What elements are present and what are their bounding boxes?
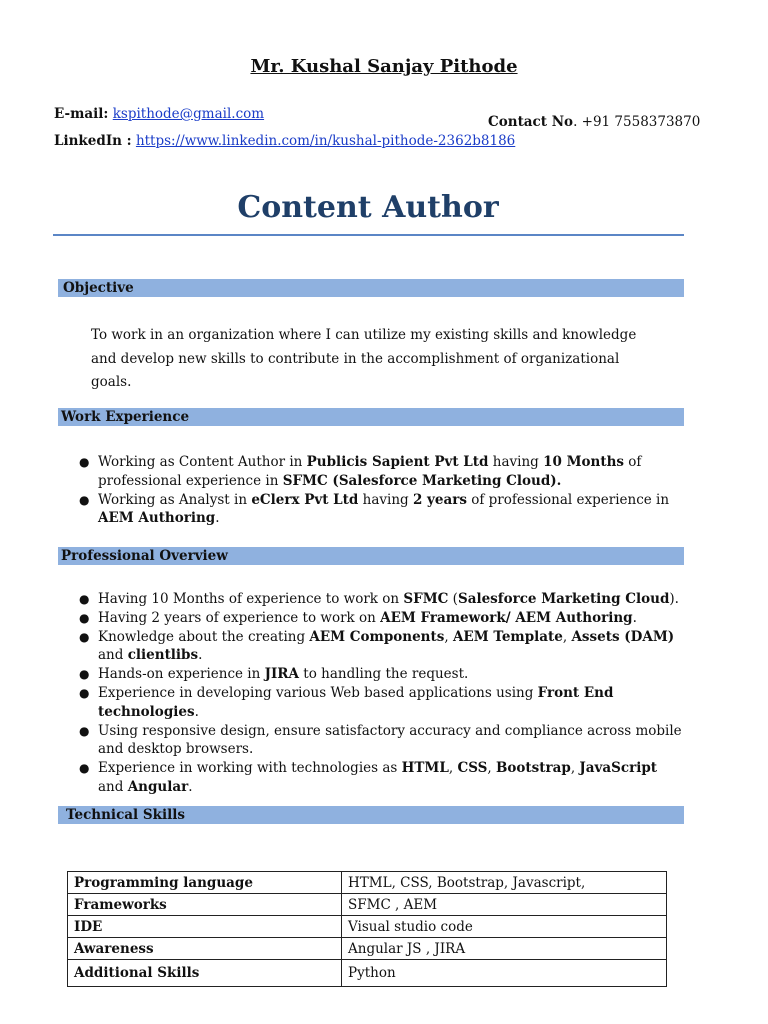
- skill-value: Visual studio code: [342, 916, 667, 938]
- professional-overview-heading: Professional Overview: [58, 547, 684, 565]
- text-run: Working as Analyst in: [98, 491, 252, 508]
- skill-value: SFMC , AEM: [342, 894, 667, 916]
- text-run: to handling the request.: [299, 666, 469, 683]
- skill-key: IDE: [68, 916, 342, 938]
- role-title: Content Author: [237, 190, 499, 225]
- email-link[interactable]: kspithode@gmail.com: [112, 106, 265, 122]
- skill-key: Additional Skills: [68, 960, 342, 987]
- text-run: ).: [669, 591, 679, 607]
- text-run: Knowledge about the creating: [98, 628, 310, 645]
- bullet-icon: ●: [79, 761, 90, 776]
- table-row: [68, 960, 667, 987]
- text-run: and: [98, 778, 128, 795]
- contact-label: Contact No: [488, 114, 574, 130]
- linkedin-link[interactable]: https://www.linkedin.com/in/kushal-pithode-2362b8186: [135, 133, 516, 149]
- list-item: [76, 722, 684, 760]
- list-item: [76, 759, 684, 797]
- technical-skills-table-wrap: [67, 871, 667, 987]
- table-row: [68, 872, 667, 894]
- objective-line: goals.: [91, 374, 132, 390]
- contact-value: . +91 7558373870: [573, 114, 701, 130]
- linkedin-line: [54, 133, 515, 149]
- email-label: E-mail:: [54, 106, 109, 122]
- bullet-icon: ●: [79, 723, 90, 738]
- list-item: [76, 628, 684, 666]
- bullet-icon: ●: [79, 667, 90, 682]
- bullet-icon: ●: [79, 629, 90, 644]
- text-run: of professional experience in: [466, 491, 670, 508]
- text-run: .: [198, 647, 203, 664]
- work-experience-list: [76, 453, 684, 528]
- skill-value: HTML, CSS, Bootstrap, Javascript,: [342, 872, 667, 894]
- text-run: having: [488, 454, 544, 470]
- text-run: ,: [487, 760, 497, 777]
- table-row: [68, 894, 667, 916]
- text-run: and: [98, 647, 128, 664]
- skill-value: Angular JS , JIRA: [342, 938, 667, 960]
- text-run: Working as Content Author in: [98, 454, 307, 470]
- bold-text: Salesforce Marketing Cloud: [457, 591, 670, 607]
- text-run: ,: [448, 760, 458, 777]
- bold-text: AEM Template: [452, 628, 563, 645]
- bold-text: Publicis Sapient Pvt Ltd: [306, 454, 489, 470]
- skill-key: Frameworks: [68, 894, 342, 916]
- professional-overview-list: [76, 590, 684, 797]
- bold-text: Bootstrap: [496, 760, 571, 777]
- table-row: [68, 938, 667, 960]
- skill-value: Python: [342, 960, 667, 987]
- text-run: ,: [562, 628, 572, 645]
- text-run: .: [632, 609, 637, 626]
- bullet-icon: ●: [79, 492, 90, 507]
- text-run: Experience in working with technologies as: [98, 760, 402, 777]
- list-item: [76, 491, 684, 529]
- bold-text: CSS: [457, 760, 488, 777]
- list-item: [76, 684, 684, 722]
- text-run: (: [448, 591, 458, 607]
- candidate-name: Mr. Kushal Sanjay Pithode: [250, 56, 518, 77]
- list-item: [76, 609, 684, 628]
- title-divider: [53, 234, 684, 236]
- bold-text: AEM Components: [309, 628, 445, 645]
- professional-overview-list-wrap: [76, 590, 684, 797]
- list-item: [76, 453, 684, 491]
- text-run: .: [194, 703, 199, 720]
- bold-text: SFMC: [403, 591, 449, 607]
- list-item: [76, 665, 684, 684]
- bold-text: Angular: [127, 778, 189, 795]
- bold-text: JIRA: [264, 666, 300, 683]
- objective-line: To work in an organization where I can utilize my existing skills and knowledge: [91, 327, 637, 343]
- bold-text: AEM Framework/ AEM Authoring: [380, 609, 633, 626]
- bullet-icon: ●: [79, 592, 90, 606]
- work-experience-heading: Work Experience: [58, 408, 684, 426]
- text-run: having: [358, 491, 413, 508]
- text-run: of professional experience in: [98, 454, 642, 489]
- text-run: Having 2 years of experience to work on: [98, 609, 381, 626]
- technical-skills-table: [67, 871, 667, 987]
- bold-text: 2 years: [412, 491, 467, 508]
- text-run: Using responsive design, ensure satisfactory accuracy and compliance across mobile and desktop browsers.: [98, 722, 682, 758]
- bold-text: AEM Authoring: [98, 510, 216, 527]
- bold-text: SFMC (Salesforce Marketing Cloud).: [282, 472, 562, 489]
- bold-text: 10 Months: [543, 454, 624, 470]
- bullet-icon: ●: [79, 455, 90, 469]
- bold-text: eClerx Pvt Ltd: [251, 491, 359, 508]
- linkedin-label: LinkedIn :: [54, 133, 132, 149]
- bold-text: clientlibs: [127, 647, 199, 664]
- technical-skills-heading: Technical Skills: [58, 806, 684, 824]
- text-run: ,: [570, 760, 580, 777]
- text-run: Hands-on experience in: [98, 666, 265, 683]
- objective-heading: Objective: [58, 279, 684, 297]
- bold-text: HTML: [401, 760, 449, 777]
- bullet-icon: ●: [79, 610, 90, 625]
- work-experience-list-wrap: [76, 453, 684, 528]
- bold-text: Front End technologies: [98, 684, 614, 720]
- bold-text: Assets (DAM): [571, 628, 675, 645]
- skill-key: Programming language: [68, 872, 342, 894]
- text-run: .: [215, 510, 220, 527]
- skill-key: Awareness: [68, 938, 342, 960]
- list-item: [76, 590, 684, 609]
- table-row: [68, 916, 667, 938]
- objective-line: and develop new skills to contribute in the accomplishment of organizational: [91, 350, 620, 367]
- text-run: Experience in developing various Web based applications using: [98, 684, 538, 701]
- email-line: [54, 106, 264, 122]
- text-run: .: [188, 778, 193, 795]
- text-run: Having 10 Months of experience to work on: [98, 591, 404, 607]
- text-run: ,: [444, 628, 453, 645]
- objective-text: [91, 324, 651, 395]
- bold-text: JavaScript: [579, 760, 658, 777]
- bullet-icon: ●: [79, 685, 90, 700]
- contact-line: [488, 114, 700, 130]
